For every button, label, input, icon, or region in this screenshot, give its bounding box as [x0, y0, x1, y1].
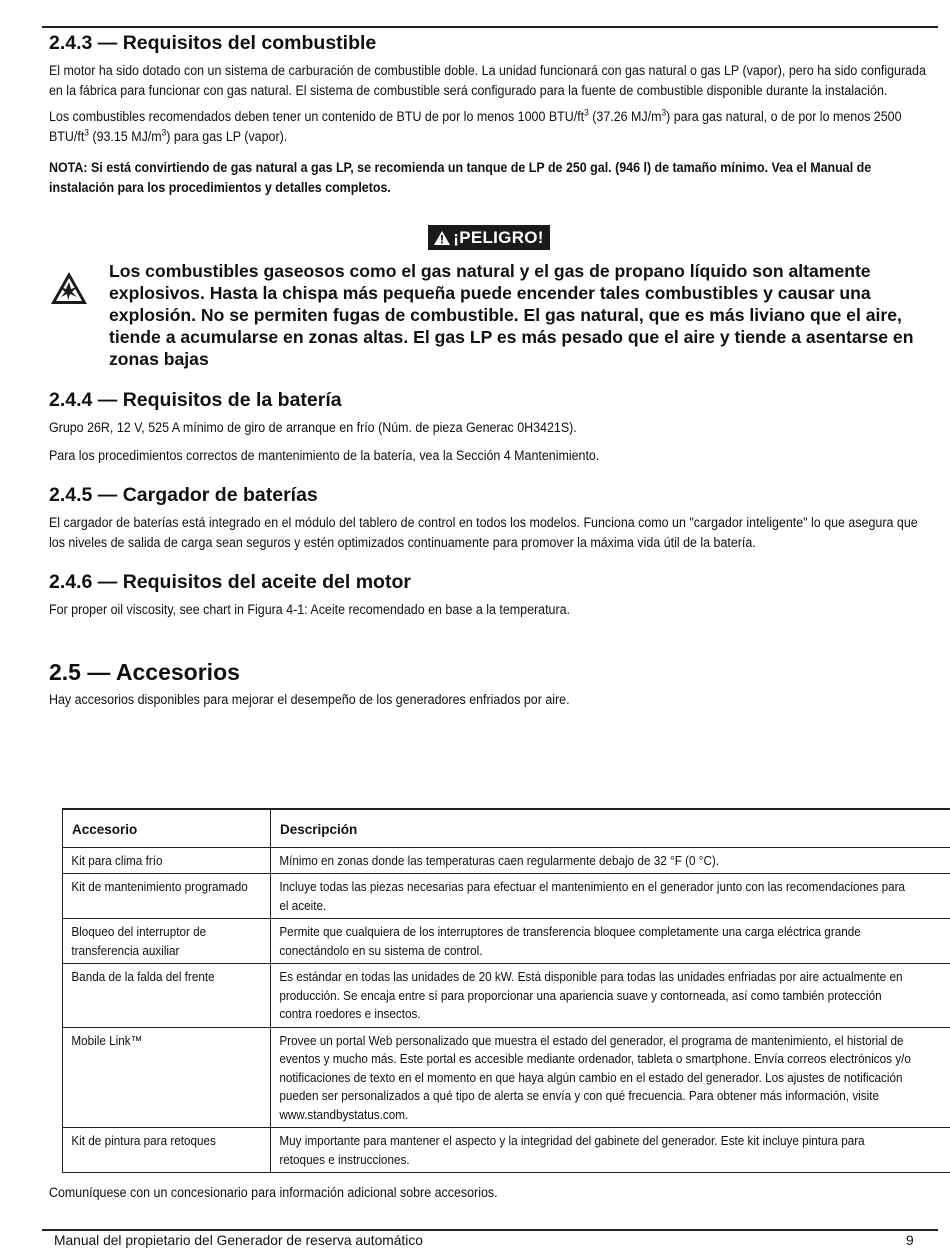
accessory-name: Mobile Link™: [71, 1033, 143, 1048]
explosion-hazard-icon: [49, 260, 109, 311]
danger-text: Los combustibles gaseosos como el gas natural y el gas de propano líquido son altamente explosivos. Hasta la chispa más pequeña puede encender tales combustibles y causar una explosión. No se permiten fugas de combustible. El gas natural, que es más liviano que el aire, tiende a acumularse en zonas altas. El gas LP es más pesado que el aire y tiende a asentarse en zonas bajas: [109, 261, 914, 369]
section-2-4-5-heading: 2.4.5 — Cargador de baterías: [49, 484, 318, 506]
table-header-accessory: Accesorio: [63, 809, 271, 847]
battery-paragraph-1: Grupo 26R, 12 V, 525 A mínimo de giro de arranque en frío (Núm. de pieza Generac 0H3421S).: [49, 420, 577, 435]
table-row: [63, 874, 950, 919]
accessory-name: Banda de la falda del frente: [71, 970, 215, 984]
charger-paragraph: El cargador de baterías está integrado en el módulo del tablero de control en todos los modelos. Funciona como un "cargador inteligente" lo que asegura que los niveles de salida de carga sean seguros y estén optimizados continuamente para promover la máxima vida útil de la batería.: [49, 515, 918, 550]
warning-triangle-icon: [434, 231, 450, 245]
table-row: [63, 1027, 950, 1128]
danger-badge: ¡PELIGRO!: [428, 225, 550, 250]
footer-title: Manual del propietario del Generador de reserva automático: [54, 1233, 423, 1248]
section-2-4-6-heading: 2.4.6 — Requisitos del aceite del motor: [49, 571, 411, 593]
accessory-description: Incluye todas las piezas necesarias para efectuar el mantenimiento en el generador junto con las recomendaciones para el aceite.: [279, 880, 906, 913]
accessories-table: [62, 808, 950, 1173]
danger-header: [49, 225, 929, 250]
table-row: [63, 1128, 950, 1173]
table-header-row: [63, 809, 950, 847]
table-header-description: Descripción: [271, 809, 950, 847]
fuel-note: NOTA: Si está convirtiendo de gas natural a gas LP, se recomienda un tanque de LP de 250 gal. (946 l) de tamaño mínimo. Vea el Manual de instalación para los procedimientos y detalles completos.: [49, 160, 872, 195]
accessory-description: Provee un portal Web personalizado que muestra el estado del generador, el programa de mantenimiento, el historial de eventos y mucho más. Este portal es accesible mediante ordenador, tableta o smartphone. Envía correos electrónicos y/o notificaciones de texto en el momento en que haya algún cambio en el estado del generador. Los ajustes de notificación pueden ser personalizados a qué tipo de alerta se envía y con qué frecuencia. Para obtener más información, visite www.standbystatus.com.: [279, 1033, 911, 1122]
page-number: 9: [906, 1233, 914, 1248]
table-row: [63, 964, 950, 1028]
accessory-name: Kit para clima frío: [71, 853, 163, 868]
accessories-closing: Comuníquese con un concesionario para información adicional sobre accesorios.: [49, 1185, 498, 1200]
accessory-description: Mínimo en zonas donde las temperaturas caen regularmente debajo de 32 °F (0 °C).: [279, 853, 720, 868]
danger-block: [49, 260, 929, 370]
section-2-4-4-heading: 2.4.4 — Requisitos de la batería: [49, 389, 342, 411]
top-rule: [42, 26, 938, 28]
accessory-name: Kit de mantenimiento programado: [71, 880, 248, 894]
oil-paragraph: For proper oil viscosity, see chart in Figura 4-1: Aceite recomendado en base a la temperatura.: [49, 602, 571, 617]
accessories-intro: Hay accesorios disponibles para mejorar el desempeño de los generadores enfriados por aire.: [49, 692, 570, 707]
accessory-description: Es estándar en todas las unidades de 20 kW. Está disponible para todas las unidades enfriadas por aire actualmente en producción. Se encaja entre sí para proporcionar una apariencia suave y contorneada, así como también protección contra roedores e insectos.: [279, 970, 903, 1021]
table-row: [63, 847, 950, 874]
section-2-4-3-heading: 2.4.3 — Requisitos del combustible: [49, 32, 377, 54]
accessory-description: Permite que cualquiera de los interruptores de transferencia bloquee completamente una carga eléctrica grande conectándolo en su sistema de control.: [279, 925, 861, 958]
page-content: [49, 31, 929, 710]
battery-paragraph-2: Para los procedimientos correctos de mantenimiento de la batería, vea la Sección 4 Mantenimiento.: [49, 448, 600, 463]
section-2-5-heading: 2.5 — Accesorios: [49, 659, 240, 685]
fuel-paragraph-2: Los combustibles recomendados deben tener un contenido de BTU de por lo menos 1000 BTU/$ft^3$ (37.26 $MJ/m^3$) para gas natural, o de por lo menos 2500 BTU/$ft^3$ (93.15 $MJ/m^3$) para gas LP (vapor).: [49, 107, 902, 144]
accessory-description: Muy importante para mantener el aspecto y la integridad del gabinete del generador. Este kit incluye pintura para retoques e instrucciones.: [279, 1134, 865, 1167]
accessory-name: Kit de pintura para retoques: [71, 1134, 216, 1148]
accessory-name: Bloqueo del interruptor de transferencia auxiliar: [71, 925, 207, 958]
footer-rule: [42, 1229, 938, 1231]
table-row: [63, 919, 950, 964]
fuel-paragraph-1: El motor ha sido dotado con un sistema de carburación de combustible doble. La unidad funcionará con gas natural o gas LP (vapor), pero ha sido configurada en la fábrica para funcionar con gas natural. El sistema de combustible será configurado para la fuente de combustible disponible durante la instalación.: [49, 63, 926, 98]
